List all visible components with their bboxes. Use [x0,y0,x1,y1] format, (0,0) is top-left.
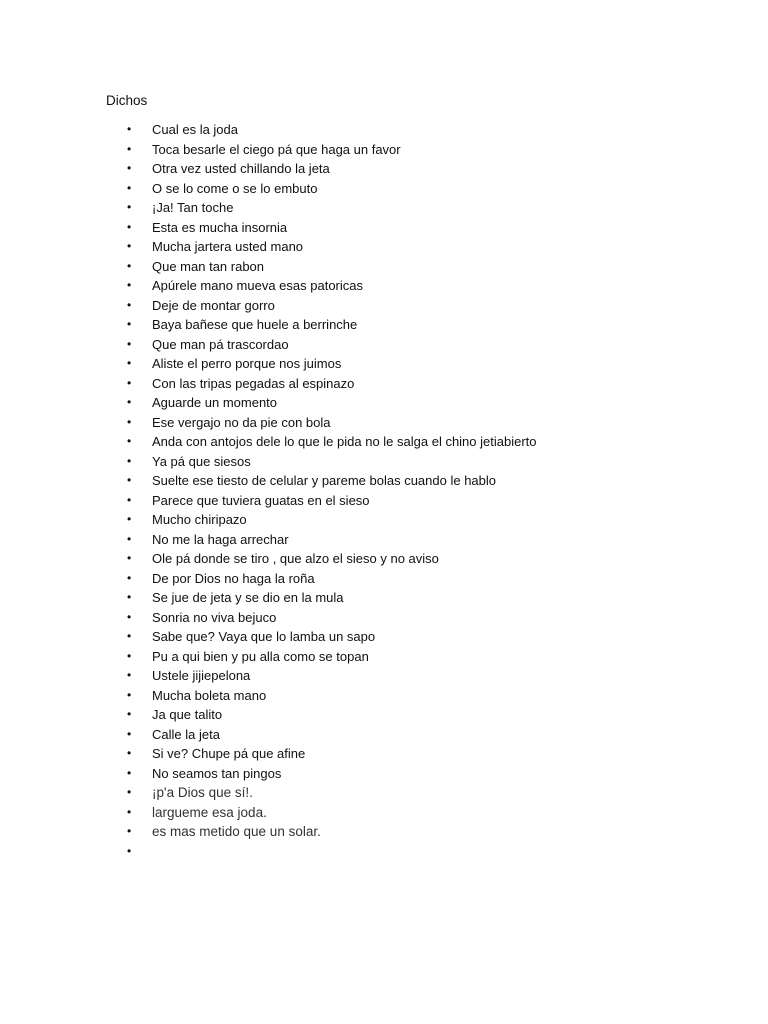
list-item-text: Se jue de jeta y se dio en la mula [152,590,344,605]
document-heading: Dichos [106,93,148,108]
list-item-text: Sonria no viva bejuco [152,609,277,625]
bullet-icon: • [127,648,132,663]
list-item-text: ¡p'a Dios que sí!. [152,785,253,800]
list-item-text: No seamos tan pingos [152,765,282,781]
list-item-text: Toca besarle el ciego pá que haga un favor [152,141,401,157]
list-item-text: Que man pá trascordao [152,336,289,352]
bullet-icon: • [127,551,132,565]
bullet-icon: • [127,258,132,273]
list-item-text: Aliste el perro porque nos juimos [152,356,342,371]
bullet-icon: • [127,395,132,409]
bullet-icon: • [127,746,132,760]
bullet-icon: • [127,297,132,312]
bullet-icon: • [127,512,132,526]
list-item-text: Con las tripas pegadas al espinazo [152,375,355,391]
list-item-text: Mucho chiripazo [152,512,247,527]
bullet-icon: • [127,434,132,448]
list-item-text: Ya pá que siesos [152,453,251,469]
list-item-text: largueme esa joda. [152,804,267,820]
list-item-text: Anda con antojos dele lo que le pida no le salga el chino jetiabierto [152,434,537,449]
bullet-icon: • [127,161,132,175]
bullet-icon: • [127,785,132,799]
bullet-icon: • [127,317,132,331]
list-item-text: Pu a qui bien y pu alla como se topan [152,648,369,664]
bullet-icon: • [127,219,132,234]
bullet-icon: • [127,375,132,390]
list-item-text: Ustele jijiepelona [152,668,251,683]
bullet-icon: • [127,278,132,292]
list-item-text: Baya bañese que huele a berrinche [152,317,358,332]
list-item-text: No me la haga arrechar [152,531,289,547]
list-item-text: Deje de montar gorro [152,297,275,313]
bullet-icon: • [127,180,132,195]
list-item-text: Esta es mucha insornia [152,219,288,235]
bullet-icon: • [127,122,132,136]
bullet-icon: • [127,590,132,604]
list-item-text: Suelte ese tiesto de celular y pareme bolas cuando le hablo [152,473,496,488]
list-item-text: ¡Ja! Tan toche [152,200,234,215]
bullet-icon: • [127,492,132,507]
bullet-icon: • [127,609,132,624]
bullet-icon: • [127,570,132,585]
list-item-text: Sabe que? Vaya que lo lamba un sapo [152,629,376,644]
list-item-text: Mucha boleta mano [152,687,267,703]
bullet-icon: • [127,336,132,351]
bullet-icon: • [127,473,132,487]
list-item-text: Ese vergajo no da pie con bola [152,414,331,430]
bullet-icon: • [127,804,132,819]
bullet-icon: • [127,629,132,643]
bullet-icon: • [127,726,132,741]
bullet-icon: • [127,707,132,721]
list-item-text: Que man tan rabon [152,258,265,274]
bullet-icon: • [127,453,132,468]
bullet-icon: • [127,843,132,858]
bullet-icon: • [127,239,132,253]
list-item-text: Ja que talito [152,707,223,722]
list-item-text: De por Dios no haga la roña [152,570,315,586]
bullet-icon: • [127,414,132,429]
bullet-icon: • [127,531,132,546]
list-item-text: Calle la jeta [152,726,220,742]
bullet-icon: • [127,200,132,214]
bullet-icon: • [127,765,132,780]
bullet-icon: • [127,668,132,682]
list-item-text: Aguarde un momento [152,395,278,410]
bullet-icon: • [127,824,132,838]
list-item-text: Otra vez usted chillando la jeta [152,161,330,176]
list-item-text: Si ve? Chupe pá que afine [152,746,306,761]
list-item-text: Mucha jartera usted mano [152,239,304,254]
list-item-text: Ole pá donde se tiro , que alzo el sieso y no aviso [152,551,439,566]
list-item-text: O se lo come o se lo embuto [152,180,318,196]
bullet-icon: • [127,687,132,702]
list-item-text: es mas metido que un solar. [152,824,321,839]
bullet-icon: • [127,141,132,156]
list-item-text: Parece que tuviera guatas en el sieso [152,492,370,508]
list-item-text: Cual es la joda [152,122,238,137]
list-item-text: Apúrele mano mueva esas patoricas [152,278,364,293]
bullet-icon: • [127,356,132,370]
